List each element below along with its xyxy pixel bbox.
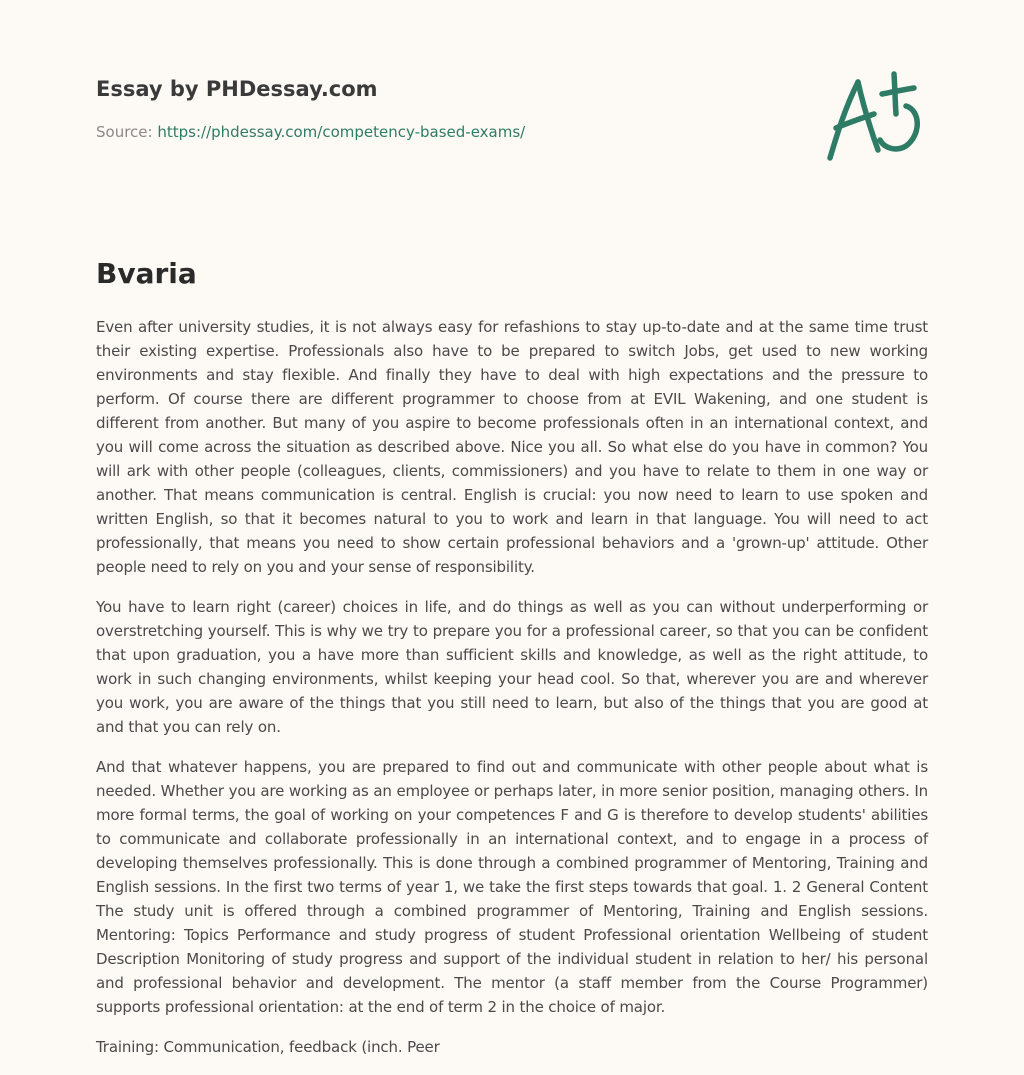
essay-body [96,315,928,1075]
essay-paragraph-2: You have to learn right (career) choices in life, and do things as well as you can without underperforming or overstretching yourself. This is why we try to prepare you for a professional career, so that you can be confident that upon graduation, you a have more than sufficient skills and knowledge, as well as the right attitude, to work in such changing environments, whilst keeping your head cool. So that, wherever you are and wherever you work, you are aware of the things that you still need to learn, but also of the things that you are good at and that you can rely on. [96,598,928,736]
a-plus-logo-icon [822,66,932,166]
essay-paragraph-1: Even after university studies, it is not always easy for refashions to stay up-to-date and at the same time trust their existing expertise. Professionals also have to be prepared to switch Jobs, get used to new working environments and stay flexible. And finally they have to deal with high expectations and the pressure to perform. Of course there are different programmer to choose from at EVIL Wakening, and one student is different from another. But many of you aspire to become professionals often in an international context, and you will come across the situation as described above. Nice you all. So what else do you have in common? You will ark with other people (colleagues, clients, commissioners) and you have to relate to them in one way or another. That means communication is central. English is crucial: you now need to learn to use spoken and written English, so that it becomes natural to you to work and learn in that language. You will need to act professionally, that means you need to show certain professional behaviors and a 'grown-up' attitude. Other people need to rely on you and your sense of responsibility. [96,318,928,576]
source-link[interactable]: https://phdessay.com/competency-based-exams/ [157,123,526,141]
a-plus-logo-svg [822,66,932,166]
essay-title: Bvaria [96,257,197,290]
source-label: Source: [96,123,153,141]
site-title: Essay by PHDessay.com [96,77,378,101]
essay-paragraph-3: And that whatever happens, you are prepared to find out and communicate with other people about what is needed. Whether you are working as an employee or perhaps later, in more senior position, managing others. In more formal terms, the goal of working on your competences F and G is therefore to develop students' abilities to communicate and collaborate professionally in an international context, and to engage in a process of developing themselves professionally. This is done through a combined programmer of Mentoring, Training and English sessions. In the first two terms of year 1, we take the first steps towards that goal. 1. 2 General Content The study unit is offered through a combined programmer of Mentoring, Training and English sessions. Mentoring: Topics Performance and study progress of student Professional orientation Wellbeing of student Description Monitoring of study progress and support of the individual student in relation to her/ his personal and professional behavior and development. The mentor (a staff member from the Course Programmer) supports professional orientation: at the end of term 2 in the choice of major. [96,758,928,1016]
essay-paragraph-4: Training: Communication, feedback (inch. Peer [96,1038,440,1056]
header [96,74,928,142]
source-line [96,122,928,142]
